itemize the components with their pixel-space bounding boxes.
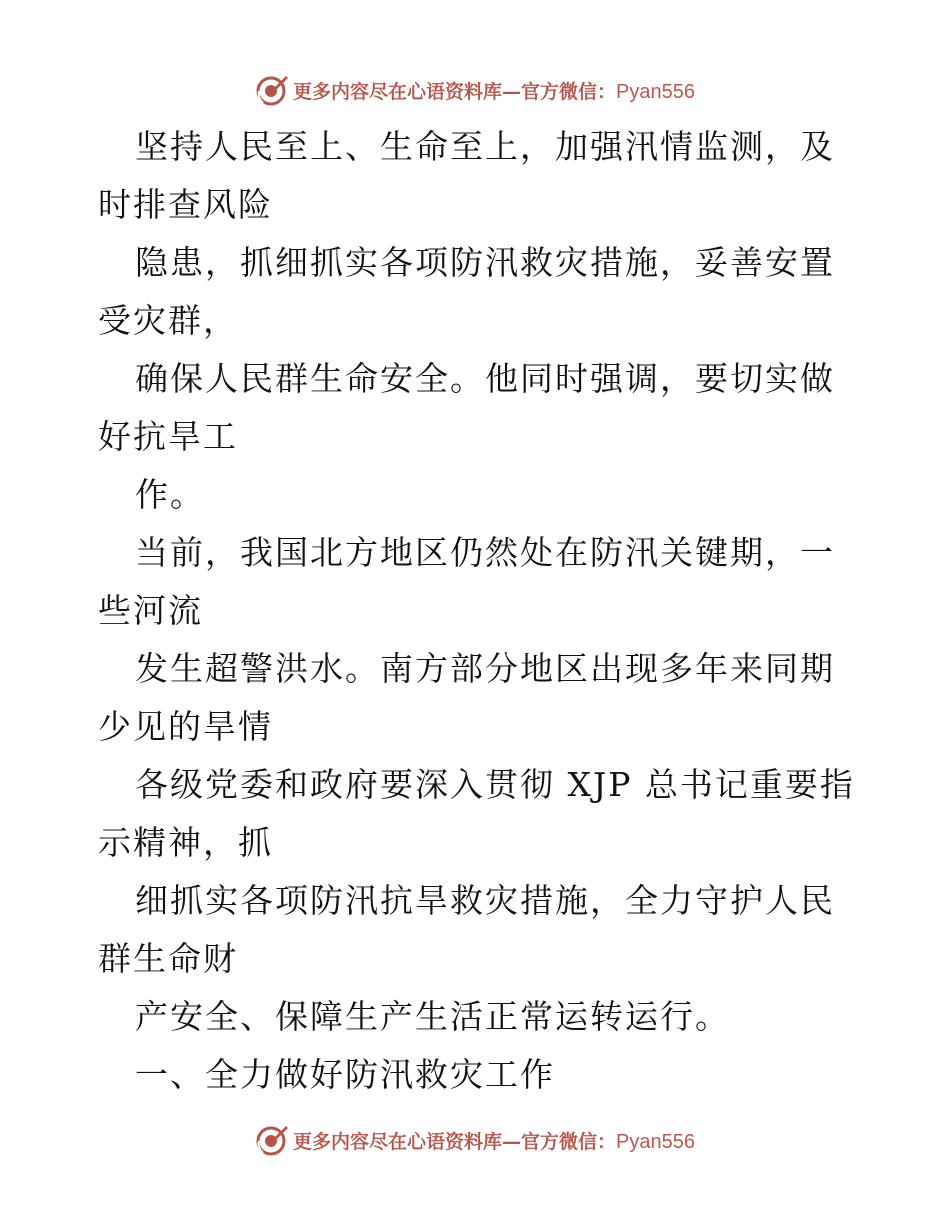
paragraph: 细抓实各项防汛抗旱救灾措施，全力守护人民群生命财 [98,881,835,978]
header-banner-text [293,77,695,104]
section-heading: 一、全力做好防汛救灾工作 [135,1055,555,1094]
footer-banner-title: 更多内容尽在心语资料库 [293,1130,503,1153]
paragraph: 坚持人民至上、生命至上，加强汛情监测，及时排查风险 [98,127,835,224]
paragraph: 产安全、保障生产生活正常运转运行。 [135,997,730,1036]
header-watermark-banner [0,70,950,110]
header-banner-title: 更多内容尽在心语资料库 [293,80,503,103]
paragraph: 隐患，抓细抓实各项防汛救灾措施，妥善安置受灾群， [98,243,835,340]
document-body [98,118,858,1104]
paragraph: 确保人民群生命安全。他同时强调，要切实做好抗旱工 [98,359,835,456]
header-banner-id: Pyan556 [616,80,695,103]
footer-banner-separator: — [502,1130,522,1153]
paragraph: 发生超警洪水。南方部分地区出现多年来同期少见的旱情 [98,649,835,746]
footer-banner-label: 官方微信： [521,1130,617,1153]
footer-banner-id: Pyan556 [616,1130,695,1153]
footer-watermark-banner [0,1120,950,1160]
paragraph: 作。 [135,475,205,514]
pen-circle-logo-icon [255,73,289,107]
footer-banner-text [293,1127,695,1154]
header-banner-separator: — [502,80,522,103]
pen-circle-logo-icon [255,1123,289,1157]
paragraph: 各级党委和政府要深入贯彻 XJP 总书记重要指示精神，抓 [98,765,855,862]
header-banner-label: 官方微信： [521,80,617,103]
paragraph: 当前，我国北方地区仍然处在防汛关键期，一些河流 [98,533,835,630]
